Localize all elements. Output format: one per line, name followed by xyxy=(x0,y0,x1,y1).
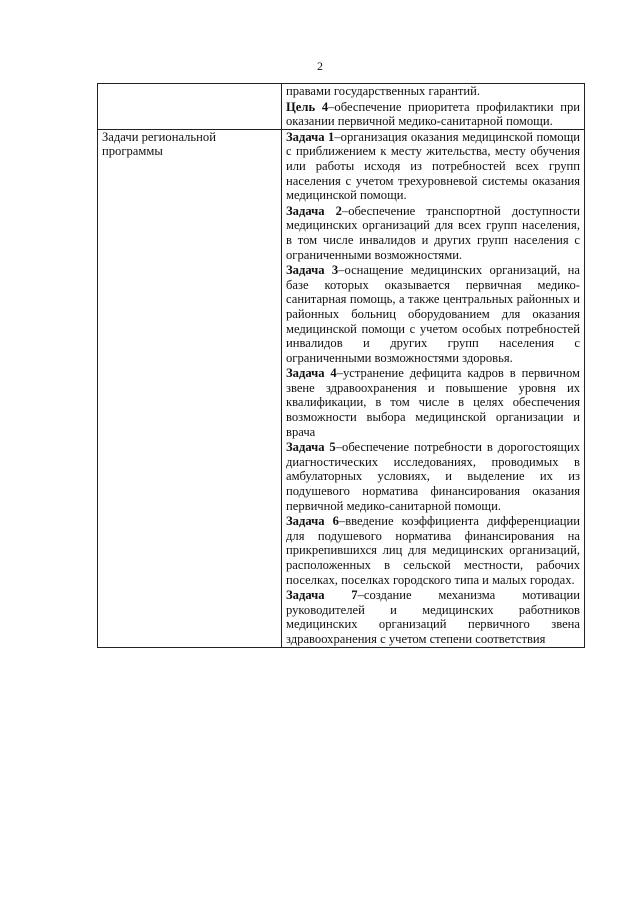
task-3-paragraph xyxy=(286,263,580,365)
paragraph-text: –устранение дефицита кадров в первичном звене здравоохранения и повышение уровня их квалификации, в том числе в целях обеспечения возможности выбора медицинской организации и врача xyxy=(286,366,580,439)
paragraph-label: Задача 4 xyxy=(286,366,337,381)
task-5-paragraph xyxy=(286,440,580,513)
paragraph-label: Задача 7 xyxy=(286,588,358,603)
page-number: 2 xyxy=(317,59,323,73)
goal-4-paragraph xyxy=(286,100,580,129)
task-1-paragraph xyxy=(286,130,580,203)
task-2-paragraph xyxy=(286,204,580,262)
paragraph-text: –обеспечение потребности в дорогостоящих диагностических исследованиях, проводимых в амбулаторных условиях, и выделение их из подушевого норматива финансирования оказания первичной медико-санитарной помощи. xyxy=(286,440,580,513)
task-6-paragraph xyxy=(286,514,580,587)
row-label-cell: Задачи региональной программы xyxy=(98,129,282,647)
paragraph-label: Задача 2 xyxy=(286,203,342,218)
paragraph-text: правами государственных гарантий. xyxy=(286,84,480,98)
table-row xyxy=(98,129,585,647)
task-7-paragraph xyxy=(286,588,580,646)
program-table xyxy=(97,83,585,648)
paragraph-text: –обеспечение транспортной доступности медицинских организаций для всех групп населения, в том числе инвалидов и других групп населения с ограниченными возможностями. xyxy=(286,203,581,262)
paragraph-label: Задача 3 xyxy=(286,263,339,278)
paragraph-text: –создание механизма мотивации руководителей и медицинских работников медицинских организаций первичного звена здравоохранения с учетом степени соответствия xyxy=(286,588,580,646)
table-row xyxy=(98,84,585,130)
paragraph-text: –оснащение медицинских организаций, на базе которых оказывается первичная медико-санитарная помощь, а также центральных районных и районных больниц оборудованием для оказания медицинской помощи с учетом особых потребностей инвалидов и других групп населения с ограниченными возможностями здоровья. xyxy=(286,263,580,365)
paragraph-text: –обеспечение приоритета профилактики при оказании первичной медико-санитарной помощи. xyxy=(286,99,580,129)
paragraph-label: Задача 6 xyxy=(286,514,339,529)
paragraph-label: Задача 1 xyxy=(286,129,335,144)
paragraph-text: –организация оказания медицинской помощи с приближением к месту жительства, месту обучения или работы исходя из потребностей всех групп населения с учетом трехуровневой системы оказания медицинской помощи. xyxy=(286,129,580,203)
paragraph-label: Цель 4 xyxy=(286,99,329,114)
row-content-cell xyxy=(282,84,585,130)
row-label-cell xyxy=(98,84,282,130)
paragraph-text: –введение коэффициента дифференциации для подушевого норматива финансирования на прикрепившихся лиц для медицинских организаций, расположенных в сельской местности, рабочих поселках, поселках городского типа и малых городах. xyxy=(286,514,580,587)
row-content-cell xyxy=(282,129,585,647)
continuation-paragraph xyxy=(286,84,580,99)
task-4-paragraph xyxy=(286,366,580,439)
paragraph-label: Задача 5 xyxy=(286,440,336,455)
